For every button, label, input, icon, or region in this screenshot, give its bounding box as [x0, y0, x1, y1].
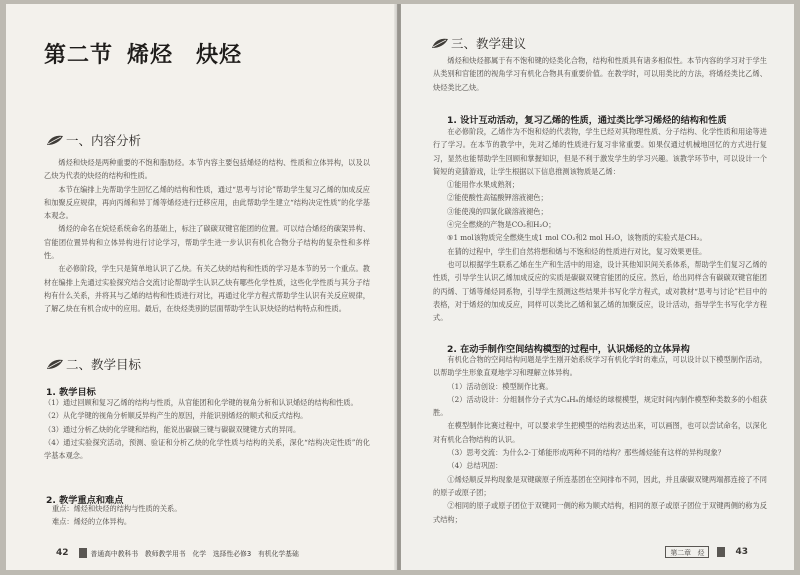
paragraph: 在必修阶段，学生只是简单地认识了乙炔。有关乙炔的结构和性质的学习是本节的另一个重点。教材在编排上先通过实验探究结合交流讨论帮助学生认识乙炔有哪些化学性质，这些化学性质与其分子结构有什么关系，并将其与乙烯的结构和性质进行对比，再通过化学方程式帮助学生认识有关反应规律，了解乙炔在有机合成中的应用。最后，在炔烃类别的层面帮助学生认识炔烃的结构特点和性质。: [44, 264, 370, 314]
section-title: [44, 38, 242, 69]
paragraph: 烯烃和炔烃是两种重要的不饱和脂肪烃。本节内容主要包括烯烃的结构、性质和立体异构，以及以乙炔为代表的炔烃的结构和性质。: [44, 158, 370, 181]
clue-item: ④完全燃烧的产物是CO₂和H₂O；: [447, 220, 556, 230]
content-analysis-body: [44, 156, 370, 316]
section-topic: 烯烃 炔烃: [127, 43, 243, 68]
right-footer: [661, 546, 754, 558]
section-number: 第二节: [44, 43, 114, 68]
page-number: 42: [56, 548, 69, 558]
suggestion-2-body: [433, 353, 767, 526]
goal-item: （3）通过分析乙炔的化学键和结构，能说出碳碳三键与碳碳双键键方式的异同。: [44, 424, 301, 434]
footer-bar: [717, 547, 725, 557]
goals-subheading: 1. 教学目标: [46, 387, 96, 398]
clue-item: ①能用作水果成熟剂；: [447, 180, 519, 190]
paragraph: （1）活动创设：模型制作比赛。: [447, 381, 553, 391]
paragraph: 有机化合物的空间结构问题是学生刚开始系统学习有机化学时的难点，可以设计以下模型制作活动，以帮助学生形象直观地学习和理解立体异构。: [433, 355, 767, 378]
suggestion-1-heading: 1. 设计互动活动，复习乙烯的性质，通过类比学习烯烃的结构和性质: [447, 115, 727, 126]
content-analysis-heading: 一、内容分析: [46, 131, 141, 149]
clue-item: ⑤1 mol该物质完全燃烧生成1 mol CO₂和2 mol H₂O，该物质的实验式是CH₂。: [447, 233, 707, 243]
paragraph: 在模型制作比赛过程中，可以要求学生把模型的结构表达出来，可以画图，也可以尝试命名，以深化对有机化合物结构的认识。: [433, 421, 767, 444]
goal-item: （1）通过回顾和复习乙烯的结构与性质，从官能团和化学键的视角分析和认识烯烃的结构和性质。: [44, 398, 358, 407]
footer-bar: [79, 548, 87, 558]
book-series: 普通高中教科书 教师教学用书 化学 选择性必修3 有机化学基础: [90, 550, 299, 558]
goal-item: （4）通过实验探究活动，预测、验证和分析乙炔的化学性质与结构的关系，深化“结构决定性质”的化学基本观念。: [44, 437, 370, 461]
key-points-body: [52, 502, 370, 529]
clue-item: ③能使溴的四氯化碳溶液褪色；: [447, 206, 548, 216]
difficult-point: 难点：烯烃的立体异构。: [52, 517, 132, 527]
paragraph: 本节在编排上先帮助学生回忆乙烯的结构和性质，通过“思考与讨论”帮助学生复习乙烯的加成反应和加聚反应规律，再向丙烯和异丁烯等烯烃进行迁移应用，由此帮助学生建立“结构决定性质”的化学基本观念。: [44, 184, 370, 221]
paragraph: 在猜的过程中，学生们自然将想和烯与不饱和烃的性质进行对比，复习效果更佳。: [447, 246, 707, 256]
paragraph: ①烯烃顺反异构现象是双键碳原子所连基团在空间排布不同，因此，并且碳碳双键两端都连接了不同的原子或原子团；: [433, 474, 767, 497]
suggestion-1-body: [433, 125, 767, 324]
teaching-suggestions-heading: 三、教学建议: [431, 34, 526, 52]
key-points-subheading: 2. 教学重点和难点: [46, 495, 124, 506]
leaf-icon: [46, 134, 64, 146]
paragraph: （4）总结巩固：: [447, 461, 503, 471]
paragraph: ②相同的原子或原子团位于双键同一侧的称为顺式结构，相同的原子或原子团位于双键两侧的称为反式结构；: [433, 501, 767, 524]
left-footer: [50, 548, 299, 558]
goals-list: [44, 396, 370, 462]
paragraph: 烯烃的命名在烷烃系统命名的基础上，标注了碳碳双键官能团的位置。可以结合烯烃的碳架异构、官能团位置异构和立体异构进行讨论学习，帮助学生进一步认识有机化合物分子结构的复杂性和多样性。: [44, 224, 370, 261]
key-point: 重点：烯烃和炔烃的结构与性质的关系。: [52, 504, 182, 513]
clue-item: ②能使酸性高锰酸钾溶液褪色；: [447, 193, 548, 203]
paragraph: 也可以根据学生联系乙烯在生产和生活中的用途，设计其他知识间关系体系，帮助学生们复习乙烯的性质，引导学生认识乙烯加成反应的实质是碳碳双键官能团的反应。然后，给出同样含有碳碳双键官能团的丙烯、丁烯等烯烃同系物，引导学生预测这些结果并书写化学方程式，或对教材“思考与讨论”栏目中的表格，对于烯烃的加成反应，同样可以类比乙烯和氯乙烯的加聚反应，设计活动，指导学生书写化学方程式。: [433, 259, 767, 323]
chapter-tag: 第二章 烃: [665, 546, 709, 558]
paragraph: （3）思考交流：为什么2-丁烯能形成两种不同的结构？那些烯烃能有这样的异构现象？: [447, 448, 725, 458]
page-number: 43: [735, 547, 748, 557]
paragraph: （2）活动设计：分组制作分子式为C₄H₈的烯烃的球棍模型，规定时间内制作模型种类数多的小组获胜。: [433, 394, 767, 418]
suggestion-2-heading: 2. 在动手制作空间结构模型的过程中，认识烯烃的立体异构: [447, 344, 690, 355]
suggestions-intro: [433, 54, 767, 94]
paragraph: 烯烃和炔烃都属于有不饱和键的烃类化合物，结构和性质具有诸多相似性。本节内容的学习对于学生从类别和官能团的视角学习有机化合物具有重要价值。在教学时，可以用类比的方法，将烯烃类比乙烯、炔烃类比乙炔。: [433, 56, 767, 92]
teaching-goals-heading: 二、教学目标: [46, 355, 141, 373]
leaf-icon: [431, 37, 449, 49]
left-page: [6, 4, 397, 570]
goal-item: （2）从化学键的视角分析顺反异构产生的原因，并能识别烯烃的顺式和反式结构。: [44, 411, 308, 421]
leaf-icon: [46, 358, 64, 370]
right-page: [401, 4, 794, 570]
paragraph: 在必修阶段，乙烯作为不饱和烃的代表物，学生已经对其物理性质、分子结构、化学性质和用途等进行了学习。在本节的教学中，先对乙烯的性质进行复习非常重要。如果仅通过机械地回忆的方式进行复习，显然也能帮助学生回顾和掌握知识，但是不利于激发学生的学习兴趣。该教学环节中，可以设计一个简短的竞猜游戏，让学生根据以下信息推测该物质是乙烯：: [433, 127, 767, 176]
